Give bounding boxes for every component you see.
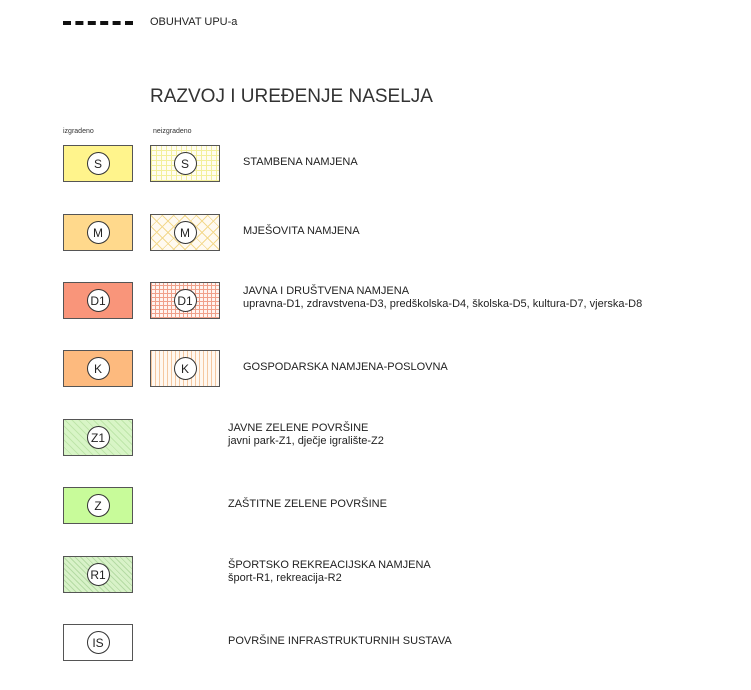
legend-title: JAVNE ZELENE POVRŠINE	[228, 422, 369, 434]
legend-title: ZAŠTITNE ZELENE POVRŠINE	[228, 498, 387, 510]
legend-title: ŠPORTSKO REKREACIJSKA NAMJENA	[228, 559, 431, 571]
code-circle: D1	[174, 289, 197, 312]
section-title: RAZVOJ I UREĐENJE NASELJA	[150, 86, 433, 107]
legend-subtitle: javni park-Z1, dječje igralište-Z2	[228, 435, 384, 447]
swatch-built-z1	[63, 419, 133, 456]
legend-label	[243, 361, 448, 374]
swatch-built-is	[63, 624, 133, 661]
code-circle: IS	[87, 631, 110, 654]
legend-label	[228, 559, 431, 585]
code-circle: R1	[87, 563, 110, 586]
legend-title: MJEŠOVITA NAMJENA	[243, 225, 360, 237]
boundary-dashed-line	[63, 21, 133, 25]
swatch-built-r1	[63, 556, 133, 593]
code-circle: Z	[87, 494, 110, 517]
swatch-unbuilt-m	[150, 214, 220, 251]
code-circle: S	[174, 152, 197, 175]
code-circle: D1	[87, 289, 110, 312]
legend-label	[243, 225, 360, 238]
swatch-built-m	[63, 214, 133, 251]
swatch-unbuilt-d1	[150, 282, 220, 319]
legend-label	[228, 422, 384, 448]
code-circle: S	[87, 152, 110, 175]
swatch-built-d1	[63, 282, 133, 319]
swatch-built-z	[63, 487, 133, 524]
swatch-built-s	[63, 145, 133, 182]
legend-subtitle: upravna-D1, zdravstvena-D3, predškolska-D4, školska-D5, kultura-D7, vjerska-D8	[243, 298, 643, 310]
code-circle: K	[87, 357, 110, 380]
code-circle: Z1	[87, 426, 110, 449]
code-circle: K	[174, 357, 197, 380]
legend-subtitle: šport-R1, rekreacija-R2	[228, 572, 342, 584]
legend-title: GOSPODARSKA NAMJENA-POSLOVNA	[243, 361, 448, 373]
swatch-unbuilt-s	[150, 145, 220, 182]
swatch-built-k	[63, 350, 133, 387]
swatch-unbuilt-k	[150, 350, 220, 387]
legend-label	[228, 498, 387, 511]
legend-title: POVRŠINE INFRASTRUKTURNIH SUSTAVA	[228, 635, 452, 647]
legend-title: STAMBENA NAMJENA	[243, 156, 358, 168]
legend-title: JAVNA I DRUŠTVENA NAMJENA	[243, 285, 410, 297]
unbuilt-column-label: neizgradeno	[153, 128, 192, 135]
legend-label	[228, 635, 452, 648]
legend-label	[243, 285, 642, 311]
code-circle: M	[87, 221, 110, 244]
code-circle: M	[174, 221, 197, 244]
boundary-label: OBUHVAT UPU-a	[150, 16, 238, 28]
legend-label	[243, 156, 358, 169]
built-column-label: izgradeno	[63, 128, 94, 135]
